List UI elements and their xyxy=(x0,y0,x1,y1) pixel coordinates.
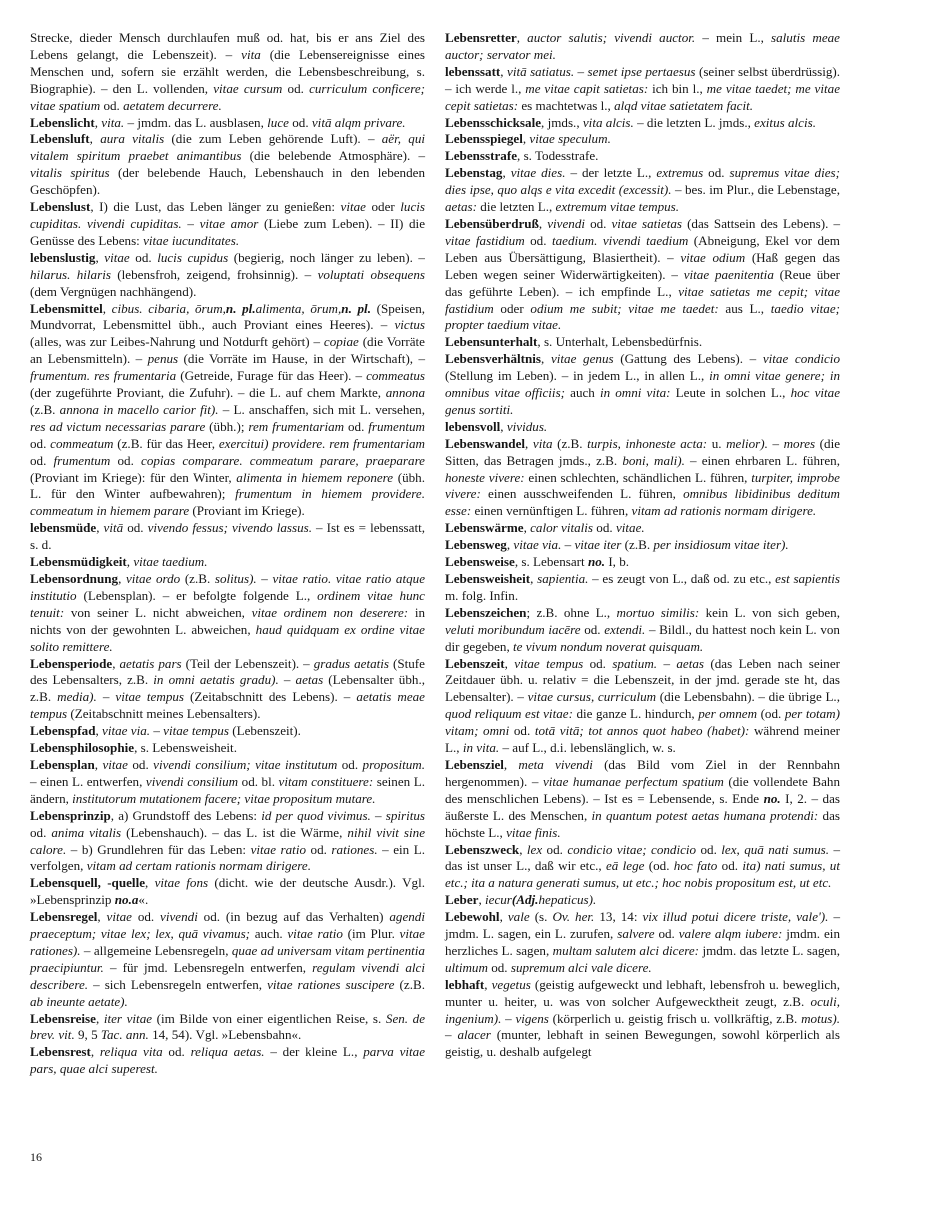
headword: Lebensverhältnis xyxy=(445,351,542,367)
entry-definition: , vitā od. vivendo fessus; vivendo lassus. – Ist es = lebenssatt, s. d. xyxy=(30,520,425,553)
entry-definition: , reliqua vita od. reliqua aetas. – der kleine L., parva vitae pars, quae alci superest. xyxy=(30,1044,426,1077)
entry-definition: , s. Todesstrafe. xyxy=(517,148,599,164)
headword: Lebensrest xyxy=(30,1044,91,1060)
headword: Lebensmüdigkeit xyxy=(30,554,127,570)
headword: Lebenszeichen xyxy=(445,604,527,620)
dictionary-entry xyxy=(30,199,425,250)
dictionary-entry xyxy=(30,740,425,757)
entry-definition: , meta vivendi (das Bild vom Ziel in der Rennbahn hergenommen). – vitae humanae perfectum spatium (die vollendete Bahn des menschlichen Lebens). – Ist es = Lebensende, s. Ende no. I, 2. – das äußerste L. des Menschen, in quantum potest aetas humana protendi: das höchste L., vitae finis. xyxy=(445,756,841,840)
headword: Lebenswärme xyxy=(445,520,524,536)
dictionary-entry xyxy=(445,892,840,909)
dictionary-entry xyxy=(445,216,840,334)
dictionary-entry xyxy=(30,115,425,132)
entry-definition: , aura vitalis (die zum Leben gehörende Luft). – aër, qui vitalem spiritum praebet animantibus (die belebende Atmosphäre). – vitalis spiritus (der belebende Hauch, Lebenshauch in den lebenden Geschöpfen). xyxy=(30,131,426,198)
entry-definition: , vitae taedium. xyxy=(126,554,208,570)
dictionary-entry xyxy=(445,554,840,571)
dictionary-entry xyxy=(30,875,425,909)
headword: Lebensphilosophie xyxy=(30,740,135,756)
headword: Lebenslicht xyxy=(30,114,95,130)
headword: lebensvoll xyxy=(445,418,501,434)
entry-definition: Strecke, dieder Mensch durchlaufen muß od. hat, bis er ans Ziel des Lebens gelangt, die Lebenszeit). – vita (die Lebensereignisse eines Menschen und, sofern sie erzählt werden, die Lebensbeschreibung, s. Biographie). – den L. vollenden, vitae cursum od. curriculum conficere; vitae spatium od. aetatem decurrere. xyxy=(30,30,426,113)
entry-definition: , vitae via. – vitae iter (z.B. per insidiosum vitae iter). xyxy=(506,537,789,553)
entry-definition: , vegetus (geistig aufgeweckt und lebhaft, lebensfroh u. beweglich, munter u. heiter, u. was von solcher Aufgewecktheit zeugt, z.B. oculi, ingenium). – vigens (körperlich u. geistig frisch u. vollkräftig, z.B. motus). – alacer (munter, lebhaft in seinen Bewegungen, sowohl körperlich als geistig, u. deshalb aufgelegt xyxy=(445,976,841,1060)
dictionary-entry xyxy=(445,148,840,165)
entry-definition: , vitae via. – vitae tempus (Lebenszeit). xyxy=(95,723,301,739)
entry-definition: , iter vitae (im Bilde von einer eigentlichen Reise, s. Sen. de brev. vit. 9, 5 Tac. ann. 14, 54). Vgl. »Lebensbahn«. xyxy=(30,1010,426,1043)
entry-definition: , vale (s. Ov. her. 13, 14: vix illud potui dicere triste, vale'). – jmdm. L. sagen, ein L. zurufen, salvere od. valere alqm iubere: jmdm. ein herzliches L. sagen, multam salutem alci dicere: jmdm. das letzte L. sagen, ultimum od. supremum alci vale dicere. xyxy=(445,909,841,975)
dictionary-entry xyxy=(445,520,840,537)
dictionary-entry xyxy=(30,554,425,571)
dictionary-entry xyxy=(445,842,840,893)
page-number: 16 xyxy=(30,1150,42,1164)
entry-definition: , vita. – jmdm. das L. ausblasen, luce od. vitā alqm privare. xyxy=(94,114,406,130)
headword: Lebenszeit xyxy=(445,655,505,671)
entry-definition: ; z.B. ohne L., mortuo similis: kein L. von sich geben, veluti moribundum iacēre od. extendi. – Bildl., du hattest noch kein L. von dir gegeben, te vivum nondum noverat quisquam. xyxy=(445,604,841,654)
entry-definition: , vitae od. vivendi od. (in bezug auf das Verhalten) agendi praeceptum; vitae lex; lex, quā vivamus; auch. vitae ratio (im Plur. vitae rationes). – allgemeine Lebensregeln, quae ad universam vitam pertinentia praecipiuntur. – für jmd. Lebensregeln entwerfen, regulam vivendi alci describere. – sich Lebensregeln entwerfen, vitae rationes suscipere (z.B. ab ineunte aetate). xyxy=(30,909,425,1009)
headword: Leber xyxy=(445,892,479,908)
entry-definition: , vita (z.B. turpis, inhoneste acta: u. melior). – mores (die Sitten, das Betragen jmds., z.B. boni, mali). – einen ehrbaren L. führen, honeste vivere: einen schlechten, schändlichen L. führen, turpiter, improbe vivere: einen ausschweifenden L. führen, omnibus libidinibus deditum esse: einen vernünftigen L. führen, vitam ad rationis normam dirigere. xyxy=(445,435,841,519)
entry-definition: , cibus. cibaria, ōrum,n. pl.alimenta, ōrum,n. pl. (Speisen, Mundvorrat, Lebensmittel übh., auch Proviant eines Heeres). – victus (alles, was zur Leibes-Nahrung und Notdurft gehört) – copiae (die Vorräte an Lebensmitteln). – penus (die Vorräte im Hause, in der Wirtschaft), – frumentum. res frumentaria (Getreide, Furage für das Heer). – commeatus (der zugeführte Proviant, die Zufuhr). – die L. auf chem Markte, annona (z.B. annona in macello carior fit). – L. anschaffen, sich mit L. versehen, res ad victum necessarias parare (übh.); rem frumentariam od. frumentum od. commeatum (z.B. für das Heer, exercitui) providere. rem frumentariam od. frumentum od. copias comparare. commeatum parare, praeparare (Proviant im Kriege): für den Winter, alimenta in hiemem reponere (übh. L. für den Winter aufbewahren); frumentum in hiemem providere. commeatum in hiemem parare (Proviant im Kriege). xyxy=(30,300,426,519)
headword: Lebensluft xyxy=(30,131,90,147)
dictionary-entry xyxy=(30,520,425,554)
headword: Lebewohl xyxy=(445,909,500,925)
dictionary-entry xyxy=(445,977,840,1062)
dictionary-entry xyxy=(30,1011,425,1045)
headword: Lebenspfad xyxy=(30,723,96,739)
dictionary-entry xyxy=(445,64,840,115)
entry-definition: , vitae tempus od. spatium. – aetas (das Leben nach seiner Zeitdauer übh. u. relativ = die Lebenszeit, in der jmd. gerade ste ht, das Lebensalter). – vitae cursus, curriculum (die Lebensbahn). – die übrige L., quod reliquum est vitae: die ganze L. hindurch, per omnem (od. per totam) vitam; omni od. totā vitā; tot annos quot habeo (habet): während meiner L., in vita. – auf L., d.i. lebenslänglich, w. s. xyxy=(445,655,841,756)
dictionary-entry xyxy=(445,436,840,521)
headword: Lebensordnung xyxy=(30,571,119,586)
dictionary-entry xyxy=(445,757,840,842)
entry-definition: , iecur(Adj.hepaticus). xyxy=(478,892,597,908)
entry-definition: , s. Lebensweisheit. xyxy=(134,740,237,756)
headword: Lebensweise xyxy=(445,554,515,570)
dictionary-entry xyxy=(445,419,840,436)
dictionary-page xyxy=(30,30,910,1180)
dictionary-entry xyxy=(445,605,840,656)
headword: lebensmüde xyxy=(30,520,97,536)
entry-definition: , vitae genus (Gattung des Lebens). – vitae condicio (Stellung im Leben). – in jedem L., in allen L., in omni vitae genere; in omnibus vitae officiis; auch in omni vita: Leute in solchen L., hoc vitae genus sortiti. xyxy=(445,351,841,417)
entry-definition: , vitae ordo (z.B. solitus). – vitae ratio. vitae ratio atque institutio (Lebensplan). – er befolgte folgende L., ordinem vitae hunc tenuit: von seiner L. nicht abweichen, vitae ordinem non deserere: in nichts von der gewohnten L. abweichen, haud quidquam ex ordine vitae solito remittere. xyxy=(30,571,426,654)
headword: lebhaft xyxy=(445,976,485,992)
headword: Lebensregel xyxy=(30,909,98,925)
dictionary-entry xyxy=(445,656,840,757)
headword: Lebensperiode xyxy=(30,655,113,671)
entry-definition: , lex od. condicio vitae; condicio od. lex, quā nati sumus. – das ist unser L., daß wir etc., eā lege (od. hoc fato od. ita) nati sumus, ut etc.; ita a natura generati sumus, ut etc.; hoc nobis propositum est, ut etc. xyxy=(445,841,840,891)
headword: Lebenszweck xyxy=(445,841,520,857)
entry-definition: , a) Grundstoff des Lebens: id per quod vivimus. – spiritus od. anima vitalis (Lebenshauch). – das L. ist die Wärme, nihil vivit sine calore. – b) Grundlehren für das Leben: vitae ratio od. rationes. – ein L. verfolgen, vitam ad certam rationis normam dirigere. xyxy=(30,807,426,874)
headword: Lebensstrafe xyxy=(445,148,518,164)
dictionary-entry xyxy=(30,301,425,521)
entry-definition: , vitae fons (dicht. wie der deutsche Ausdr.). Vgl. »Lebensprinzip no.a«. xyxy=(30,875,426,908)
entry-definition: , auctor salutis; vivendi auctor. – mein L., salutis meae auctor; servator mei. xyxy=(445,30,840,62)
dictionary-entry xyxy=(30,30,425,115)
headword: Lebensplan xyxy=(30,756,95,772)
entry-definition: , vitae od. lucis cupidus (begierig, noch länger zu leben). – hilarus. hilaris (lebensfroh, zeigend, frohsinnig). – voluptati obsequens (dem Vergnügen nachhängend). xyxy=(30,249,426,299)
dictionary-entry xyxy=(30,723,425,740)
dictionary-entry xyxy=(30,250,425,301)
headword: Lebensweisheit xyxy=(445,571,531,586)
headword: Lebenstag xyxy=(445,165,503,181)
entry-definition: , calor vitalis od. vitae. xyxy=(523,520,645,536)
dictionary-entry xyxy=(30,808,425,876)
entry-definition: , aetatis pars (Teil der Lebenszeit). – gradus aetatis (Stufe des Lebensalters, z.B. in omni aetatis gradu). – aetas (Lebensalter übh., z.B. media). – vitae tempus (Zeitabschnitt des Lebens). – aetatis meae tempus (Zeitabschnitt meines Lebensalters). xyxy=(30,655,425,722)
headword: lebenssatt xyxy=(445,63,501,79)
entry-definition: , sapientia. – es zeugt von L., daß od. zu etc., est sapientis m. folg. Infin. xyxy=(445,571,841,603)
headword: Lebensreise xyxy=(30,1010,96,1026)
dictionary-entry xyxy=(445,165,840,216)
headword: Lebenslust xyxy=(30,199,91,215)
entry-definition: , vitae speculum. xyxy=(522,131,611,147)
dictionary-entry xyxy=(445,131,840,148)
entry-definition: , vividus. xyxy=(500,418,548,434)
dictionary-entry xyxy=(30,131,425,199)
headword: Lebensspiegel xyxy=(445,131,523,147)
headword: Lebensretter xyxy=(445,30,517,45)
entry-definition: , s. Lebensart no. I, b. xyxy=(514,554,630,570)
headword: Lebensüberdruß xyxy=(445,215,539,231)
headword: Lebensschicksale xyxy=(445,114,542,130)
headword: Lebensprinzip xyxy=(30,807,111,823)
right-column xyxy=(445,30,840,1061)
dictionary-entry xyxy=(30,757,425,808)
left-column xyxy=(30,30,425,1078)
headword: Lebensquell, -quelle xyxy=(30,875,146,891)
headword: Lebensunterhalt xyxy=(445,334,538,350)
dictionary-entry xyxy=(30,656,425,724)
headword: Lebenswandel xyxy=(445,435,526,451)
entry-definition: , jmds., vita alcis. – die letzten L. jmds., exitus alcis. xyxy=(541,114,816,130)
entry-definition: , I) die Lust, das Leben länger zu genießen: vitae oder lucis cupiditas. vivendi cupiditas. – vitae amor (Liebe zum Leben). – II) die Genüsse des Lebens: vitae iucunditates. xyxy=(30,199,426,248)
dictionary-entry xyxy=(445,571,840,605)
headword: lebenslustig xyxy=(30,249,96,265)
headword: Lebensziel xyxy=(445,756,504,772)
entry-definition: , vitā satiatus. – semet ipse pertaesus (seiner selbst überdrüssig). – ich werde l., me vitae capit satietas: ich bin l., me vitae taedet; me vitae cepit satietas: es machtetwas l., alqd vitae satietatem facit. xyxy=(445,63,841,113)
dictionary-entry xyxy=(30,1044,425,1078)
headword: Lebensweg xyxy=(445,537,507,553)
entry-definition: , vitae od. vivendi consilium; vitae institutum od. propositum. – einen L. entwerfen, vivendi consilium od. bl. vitam constituere: seinen L. ändern, institutorum mutationem facere; vitae propositum mutare. xyxy=(30,756,425,806)
dictionary-entry xyxy=(445,909,840,977)
dictionary-entry xyxy=(30,909,425,1010)
entry-definition: , vitae dies. – der letzte L., extremus od. supremus vitae dies; dies ipse, quo alqs e vita excedit (excessit). – bes. im Plur., die Lebenstage, aetas: die letzten L., extremum vitae tempus. xyxy=(445,165,841,215)
dictionary-entry xyxy=(445,537,840,554)
entry-definition: , vivendi od. vitae satietas (das Sattsein des Lebens). – vitae fastidium od. taedium. vivendi taedium (Abneigung, Ekel vor dem Leben aus Übersättigung, Blasiertheit). – vitae odium (Haß gegen das Leben wegen seiner Widerwärtigkeiten). – vitae paenitentia (Reue über das geführte Leben). – ich empfinde L., vitae satietas me cepit; vitae fastidium oder odium me subit; vitae me taedet: aus L., taedio vitae; propter taedium vitae. xyxy=(445,215,841,333)
dictionary-entry xyxy=(445,351,840,419)
dictionary-entry xyxy=(445,334,840,351)
dictionary-entry xyxy=(445,30,840,64)
dictionary-entry xyxy=(30,571,425,656)
headword: Lebensmittel xyxy=(30,300,103,316)
dictionary-entry xyxy=(445,115,840,132)
entry-definition: , s. Unterhalt, Lebensbedürfnis. xyxy=(537,334,703,350)
